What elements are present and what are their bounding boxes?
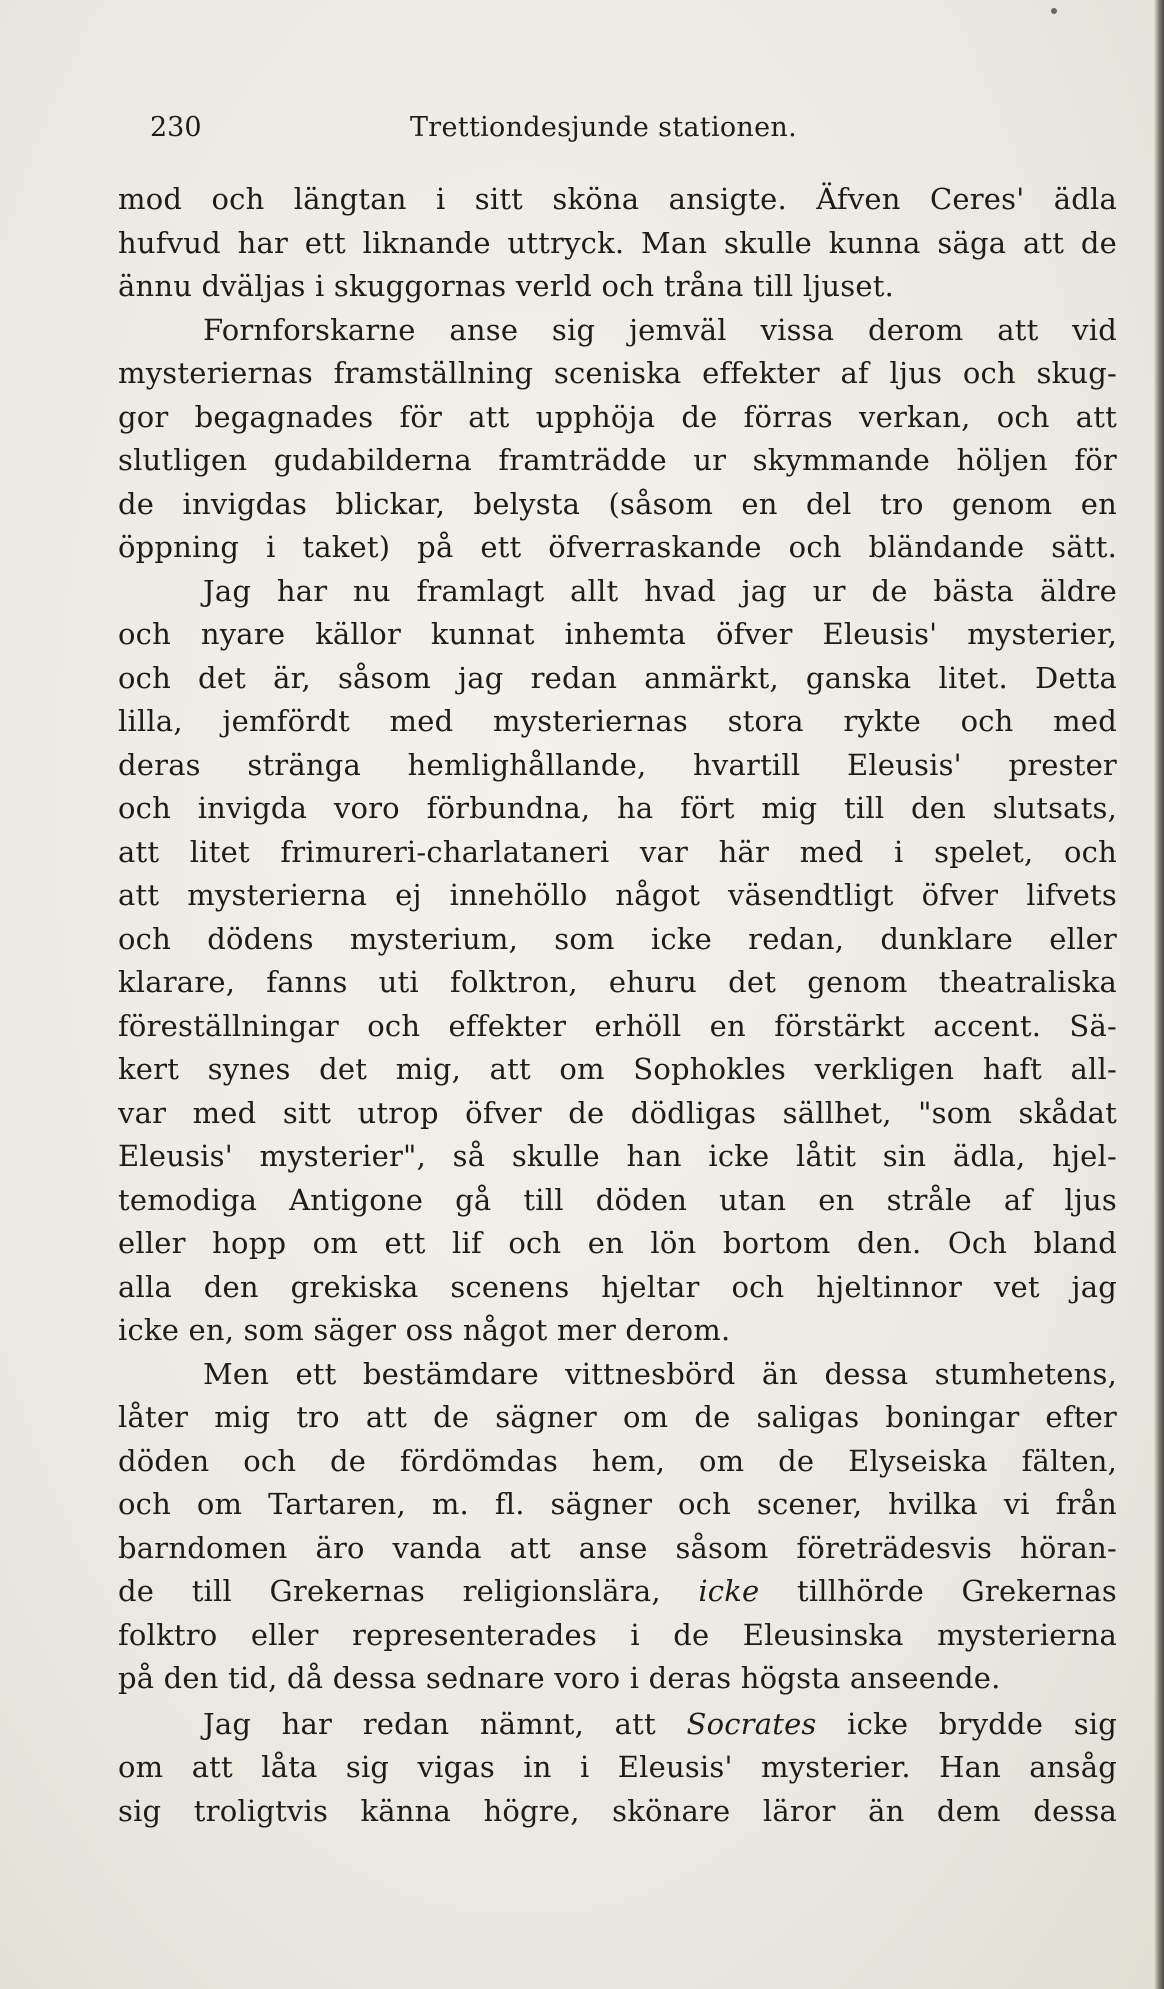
text-line (118, 1570, 1117, 1614)
text-line: om att låta sig vigas in i Eleusis' mysterier. Han ansåg (118, 1750, 1117, 1784)
text-line: och invigda voro förbundna, ha fört mig till den slutsats, (118, 791, 1117, 825)
text-line: öppning i taket) på ett öfverraskande och bländande sätt. (118, 530, 1117, 564)
text-line: folktro eller representerades i de Eleusinska mysterierna (118, 1617, 1117, 1652)
text-line: Jag har nu framlagt allt hvad jag ur de bästa äldre (203, 573, 1117, 608)
text-line: icke en, som säger oss något mer derom. (118, 1313, 731, 1347)
text-line: mod och längtan i sitt sköna ansigte. Äfven Ceres' ädla (118, 182, 1117, 216)
ink-speck (1051, 8, 1057, 14)
text-line: var med sitt utrop öfver de dödligas sällhet, "som skådat (118, 1095, 1117, 1130)
text-line: att litet frimureri-charlataneri var här med i spelet, och (118, 834, 1117, 869)
text-segment: Jag har redan nämnt, att (203, 1706, 656, 1741)
body-text (118, 178, 1117, 1833)
emphasis-text: Socrates (686, 1706, 817, 1741)
running-title: Trettiondesjunde stationen. (410, 112, 797, 143)
page-number: 230 (150, 112, 202, 143)
page-edge-shadow (1154, 0, 1164, 1989)
text-line: och det är, såsom jag redan anmärkt, ganska litet. Detta (118, 660, 1117, 695)
text-line: Fornforskarne anse sig jemväl vissa derom att vid (203, 312, 1117, 347)
text-line: föreställningar och effekter erhöll en förstärkt accent. Sä- (118, 1008, 1117, 1043)
text-line: Men ett bestämdare vittnesbörd än dessa stumhetens, (203, 1356, 1117, 1391)
text-line: eller hopp om ett lif och en lön bortom den. Och bland (118, 1226, 1117, 1260)
text-line: Eleusis' mysterier", så skulle han icke låtit sin ädla, hjel- (118, 1139, 1117, 1173)
text-line: att mysterierna ej innehöllo något väsendtligt öfver lifvets (118, 878, 1117, 912)
text-line: temodiga Antigone gå till döden utan en stråle af ljus (118, 1182, 1117, 1217)
text-line: deras stränga hemlighållande, hvartill Eleusis' prester (118, 747, 1117, 782)
text-line: mysteriernas framställning sceniska effekter af ljus och skug- (118, 356, 1117, 390)
text-line: barndomen äro vanda att anse såsom företrädesvis höran- (118, 1530, 1117, 1565)
text-segment: tillhörde Grekernas (796, 1574, 1117, 1608)
text-line (118, 1703, 1117, 1747)
text-line: alla den grekiska scenens hjeltar och hjeltinnor vet jag (118, 1269, 1117, 1304)
page-header (150, 108, 810, 148)
text-line: de invigdas blickar, belysta (såsom en del tro genom en (118, 486, 1117, 521)
text-line: och om Tartaren, m. fl. sägner och scener, hvilka vi från (118, 1487, 1117, 1521)
text-line: hufvud har ett liknande uttryck. Man skulle kunna säga att de (118, 225, 1117, 260)
text-line: slutligen gudabilderna framträdde ur skymmande höljen för (118, 443, 1117, 477)
text-line: låter mig tro att de sägner om de saligas boningar efter (118, 1400, 1117, 1434)
text-line: lilla, jemfördt med mysteriernas stora rykte och med (118, 704, 1117, 738)
text-line: och dödens mysterium, som icke redan, dunklare eller (118, 921, 1117, 956)
text-line: och nyare källor kunnat inhemta öfver Eleusis' mysterier, (118, 617, 1117, 651)
text-line: klarare, fanns uti folktron, ehuru det genom theatraliska (118, 965, 1117, 999)
emphasis-text: icke (698, 1574, 760, 1608)
text-line: ännu dväljas i skuggornas verld och tråna till ljuset. (118, 269, 894, 303)
text-segment: icke brydde sig (847, 1706, 1118, 1741)
text-line: gor begagnades för att upphöja de förras verkan, och att (118, 399, 1117, 434)
text-line: sig troligtvis känna högre, skönare läror än dem dessa (118, 1793, 1117, 1828)
text-line: kert synes det mig, att om Sophokles verkligen haft all- (118, 1052, 1117, 1086)
text-line: på den tid, då dessa sednare voro i deras högsta anseende. (118, 1661, 1001, 1695)
text-line: döden och de fördömdas hem, om de Elyseiska fälten, (118, 1443, 1117, 1478)
text-segment: de till Grekernas religionslära, (118, 1574, 661, 1608)
